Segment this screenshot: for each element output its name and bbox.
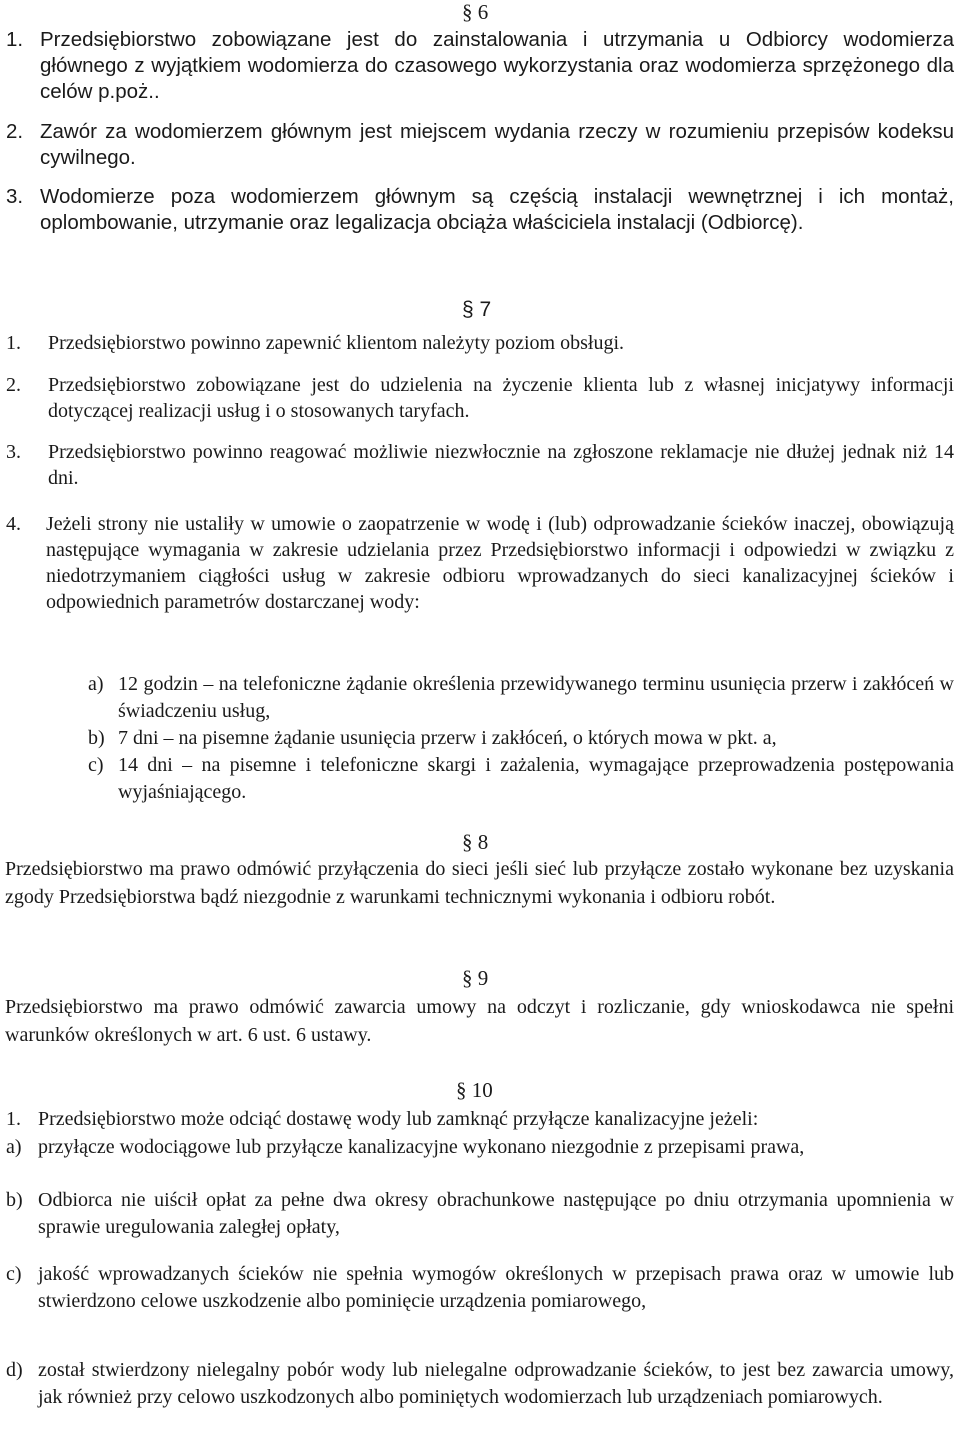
section-7-item-3 (6, 439, 954, 493)
item-number: 1. (6, 332, 21, 354)
section-8-heading: § 8 (462, 830, 489, 854)
item-text: Przedsiębiorstwo zobowiązane jest do udzielenia na życzenie klienta lub z własnej inicjatywy informacji dotyczącej realizacji usług i o stosowanych taryfach. (48, 374, 954, 422)
item-text: Przedsiębiorstwo powinno reagować możliwie niezwłocznie na zgłoszone reklamacje nie dłużej jednak niż 14 dni. (48, 441, 954, 489)
item-text: Przedsiębiorstwo powinno zapewnić klientom należyty poziom obsługi. (48, 332, 624, 354)
section-8-text: Przedsiębiorstwo ma prawo odmówić przyłączenia do sieci jeśli sieć lub przyłącze zostało wykonane bez uzyskania zgody Przedsiębiorstwa bądź niezgodnie z warunkami technicznymi wykonania i odbioru robót. (5, 858, 954, 908)
section-10-item-d (6, 1357, 954, 1438)
section-10-intro (6, 1106, 954, 1133)
section-10-heading: § 10 (456, 1078, 493, 1102)
section-6-item-3 (6, 184, 954, 238)
section-10-item-a (6, 1134, 954, 1188)
section-7-item-2 (6, 372, 954, 426)
item-number: 2. (6, 374, 21, 396)
section-7-subitem-b (88, 725, 954, 752)
item-text: 12 godzin – na telefoniczne żądanie określenia przewidywanego terminu usunięcia przerw i zakłóceń w świadczeniu usług, (118, 673, 954, 722)
section-7-item-4 (6, 511, 954, 646)
section-6-item-2 (6, 119, 954, 173)
item-text: Jeżeli strony nie ustaliły w umowie o zaopatrzenie w wodę i (lub) odprowadzanie ścieków inaczej, obowiązują następujące wymagania w zakresie udzielania przez Przedsiębiorstwo informacji i odpowiedzi w związku z niedotrzymaniem ciągłości usług w zakresie odbioru wprowadzanych do sieci kanalizacyjnej ścieków i odpowiednich parametrów dostarczanej wody: (46, 513, 954, 613)
section-9-text: Przedsiębiorstwo ma prawo odmówić zawarcia umowy na odczyt i rozliczanie, gdy wnioskodawca nie spełni warunków określonych w art. 6 ust. 6 ustawy. (5, 996, 954, 1046)
item-text: Przedsiębiorstwo może odciąć dostawę wody lub zamknąć przyłącze kanalizacyjne jeżeli: (38, 1108, 759, 1130)
item-number: b) (88, 727, 105, 749)
section-7-subitem-a (88, 671, 954, 725)
item-text: przyłącze wodociągowe lub przyłącze kanalizacyjne wykonano niezgodnie z przepisami prawa, (38, 1136, 805, 1158)
section-9-heading: § 9 (462, 966, 489, 990)
section-6-item-1 (6, 27, 954, 107)
section-10-item-b (6, 1187, 954, 1241)
item-number: 3. (6, 441, 21, 463)
item-text: Wodomierze poza wodomierzem głównym są częścią instalacji wewnętrznej i ich montaż, oplombowanie, utrzymanie oraz legalizacja obciąża właściciela instalacji (Odbiorcę). (40, 185, 954, 234)
item-number: 3. (6, 185, 24, 208)
item-number: 1. (6, 1108, 21, 1130)
section-7-heading: § 7 (462, 298, 492, 321)
item-number: c) (6, 1263, 22, 1285)
item-text: Przedsiębiorstwo zobowiązane jest do zainstalowania i utrzymania u Odbiorcy wodomierza głównego z wyjątkiem wodomierza do czasowego wykorzystania oraz wodomierza sprzężonego dla celów p.poż.. (40, 28, 954, 103)
item-number: a) (6, 1136, 22, 1158)
item-number: b) (6, 1189, 23, 1211)
item-text: Odbiorca nie uiścił opłat za pełne dwa okresy obrachunkowe następujące po dniu otrzymania upomnienia w sprawie uregulowania zaległej opłaty, (38, 1189, 954, 1238)
item-number: c) (88, 754, 104, 776)
section-7-item-1 (6, 330, 954, 356)
item-number: a) (88, 673, 104, 695)
item-text: Zawór za wodomierzem głównym jest miejscem wydania rzeczy w rozumieniu przepisów kodeksu cywilnego. (40, 120, 954, 169)
section-10-item-c (6, 1261, 954, 1342)
section-7-subitem-c (88, 752, 954, 806)
item-text: został stwierdzony nielegalny pobór wody lub nielegalne odprowadzanie ścieków, to jest bez zawarcia umowy, jak również przy celowo uszkodzonych albo pominiętych wodomierzach lub urządzeniach pomiarowych. (38, 1359, 954, 1408)
item-number: 1. (6, 28, 24, 51)
item-text: jakość wprowadzanych ścieków nie spełnia wymogów określonych w przepisach prawa oraz w umowie lub stwierdzono celowe uszkodzenie albo pominięcie urządzenia pomiarowego, (38, 1263, 954, 1312)
item-text: 7 dni – na pisemne żądanie usunięcia przerw i zakłóceń, o których mowa w pkt. a, (118, 727, 777, 749)
item-number: d) (6, 1359, 23, 1381)
item-number: 4. (6, 513, 21, 535)
section-6-heading: § 6 (462, 0, 489, 24)
item-number: 2. (6, 120, 24, 143)
item-text: 14 dni – na pisemne i telefoniczne skargi i zażalenia, wymagające przeprowadzenia postępowania wyjaśniającego. (118, 754, 954, 803)
